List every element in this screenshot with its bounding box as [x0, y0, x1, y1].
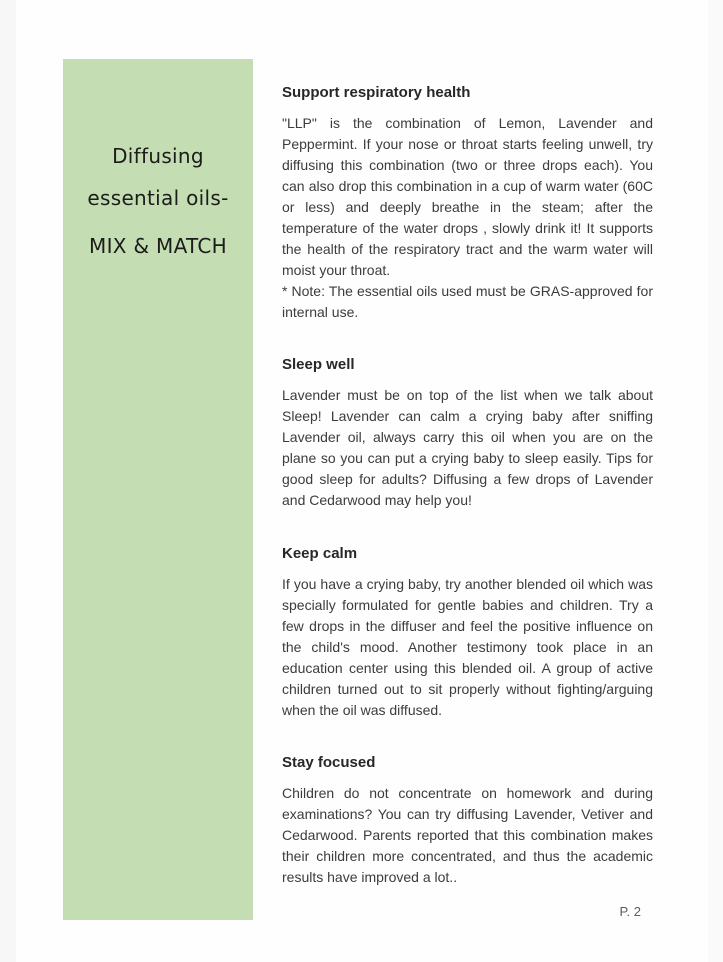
document-title — [63, 59, 253, 257]
section-note: * Note: The essential oils used must be GRAS-approved for internal use. — [282, 283, 653, 320]
section-support-respiratory-health — [282, 84, 653, 323]
section-heading: Sleep well — [282, 356, 355, 373]
section-heading: Stay focused — [282, 754, 376, 771]
page-edge-right — [708, 0, 723, 962]
section-paragraph: "LLP" is the combination of Lemon, Lavender and Peppermint. If your nose or throat starts feeling unwell, try diffusing this combination (two or three drops each). You can also drop this combination in a cup of warm water (60C or less) and deeply breathe in the steam; after the temperature of the water drops , slowly drink it! It supports the health of the respiratory tract and the warm water will moist your throat. — [282, 115, 653, 278]
section-paragraph: Lavender must be on top of the list when we talk about Sleep! Lavender can calm a crying baby after sniffing Lavender oil, always carry this oil when you are on the plane so you can put a crying baby to sleep easily. Tips for good sleep for adults? Diffusing a few drops of Lavender and Cedarwood may help you! — [282, 387, 653, 508]
section-sleep-well — [282, 356, 653, 511]
page-number: P. 2 — [619, 904, 641, 919]
title-line: Diffusing — [112, 144, 204, 168]
section-paragraph: If you have a crying baby, try another blended oil which was specially formulated for gentle babies and children. Try a few drops in the diffuser and feel the positive influence on the child's mood. Another testimony took place in an education center using this blended oil. A group of active children turned out to sit properly without fighting/arguing when the oil was diffused. — [282, 576, 653, 718]
page-edge-left — [0, 0, 16, 962]
section-heading: Keep calm — [282, 545, 358, 562]
title-line: essential oils- — [87, 186, 229, 210]
title-line: MIX & MATCH — [89, 234, 227, 258]
section-keep-calm — [282, 545, 653, 721]
content-column — [282, 0, 653, 919]
section-paragraph: Children do not concentrate on homework and during examinations? You can try diffusing Lavender, Vetiver and Cedarwood. Parents reported that this combination makes their children more concentrated, and thus the academic results have improved a lot.. — [282, 785, 653, 885]
section-stay-focused — [282, 754, 653, 888]
title-box — [63, 59, 253, 920]
section-heading: Support respiratory health — [282, 84, 471, 101]
